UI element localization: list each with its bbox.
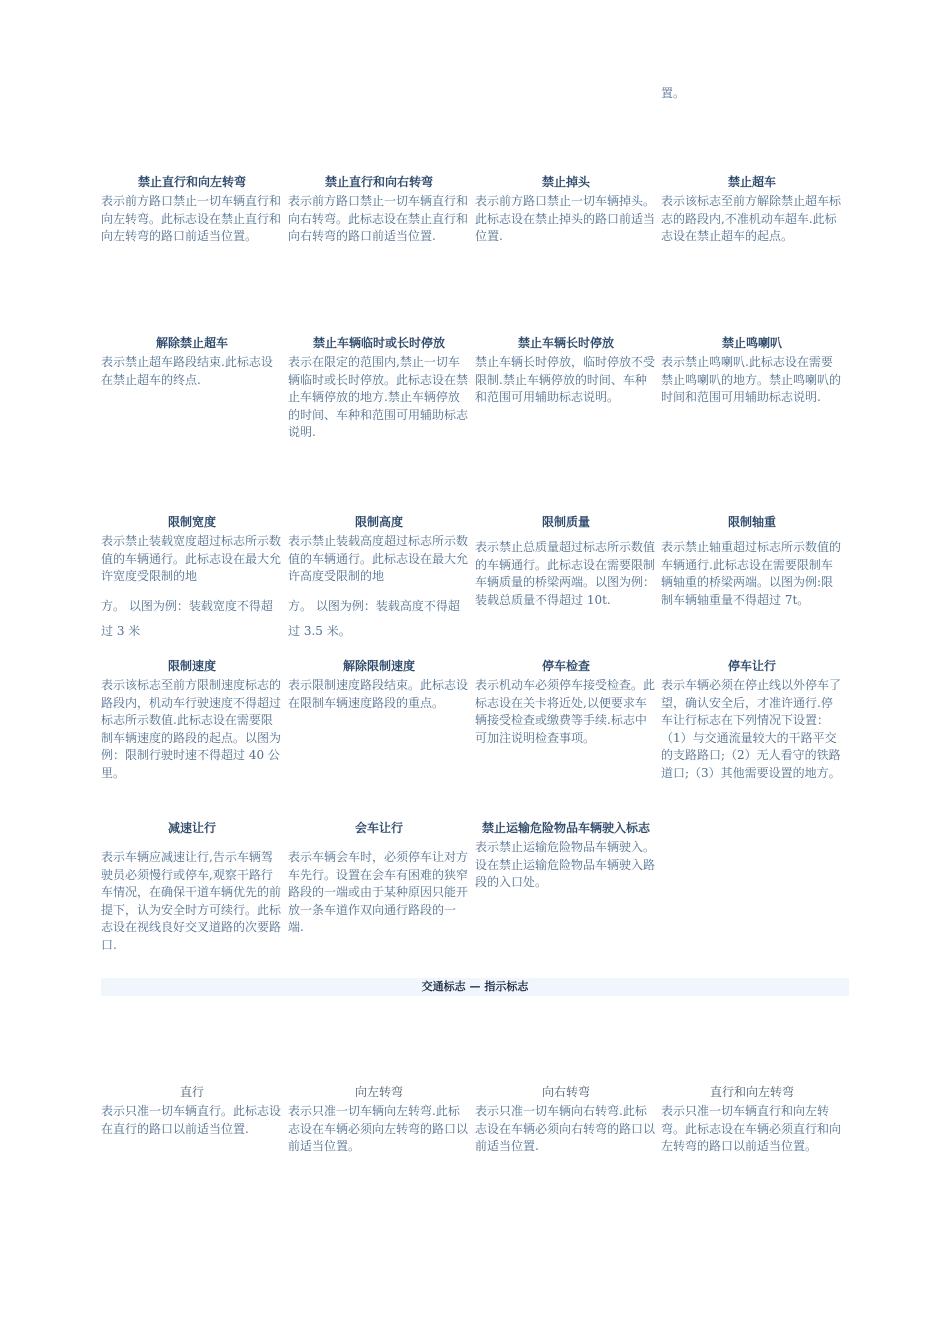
sign-title: 禁止超车 [727, 175, 776, 189]
sign-description: 表示在限定的范围内,禁止一切车辆临时或长时停放。此标志设在禁止车辆停放的地方.禁止车辆停放的时间、车种和范围可用辅助标志说明. [288, 355, 469, 439]
sign-entry [475, 1084, 657, 1156]
sign-entry [661, 658, 843, 782]
sign-description: 表示禁止鸣喇叭.此标志设在需要禁止鸣喇叭的地方。禁止鸣喇叭的时间和范围可用辅助标志说明. [661, 355, 842, 404]
sign-entry [475, 658, 657, 747]
sign-entry [288, 335, 470, 442]
sign-entry [288, 514, 470, 644]
sign-description: 表示禁止总质量超过标志所示数值的车辆通行。此标志设在需要限制车辆质量的桥梁两端。以图为例：装载总质量不得超过 10t. [475, 540, 656, 607]
sign-entry [101, 514, 283, 644]
continued-text-fragment: 置。 [661, 86, 686, 100]
sign-entry [288, 174, 470, 246]
sign-title: 限制速度 [167, 659, 216, 673]
sign-entry [101, 174, 283, 246]
sign-description: 表示车辆会车时，必须停车让对方车先行。设置在会车有困难的狭窄路段的一端或由于某种原因只能开放一条车道作双向通行路段的一端. [288, 850, 469, 934]
sign-description: 表示禁止装载高度超过标志所示数值的车辆通行。此标志设在最大允许高度受限制的地 [288, 534, 469, 583]
sign-description: 表示禁止运输危险物品车辆驶入。设在禁止运输危险物品车辆驶入路段的入口处。 [475, 840, 656, 889]
sign-description: 表示前方路口禁止一切车辆直行和向右转弯。此标志设在禁止直行和向右转弯的路口前适当位置. [288, 194, 469, 243]
sign-entry [101, 658, 283, 782]
sign-description: 表示前方路口禁止一切车辆直行和向左转弯。此标志设在禁止直行和向左转弯的路口前适当位置。 [101, 194, 282, 243]
sign-entry [475, 335, 657, 407]
sign-entry [101, 820, 283, 954]
sign-entry [288, 1084, 470, 1156]
sign-title: 禁止直行和向左转弯 [137, 175, 246, 189]
sign-entry [661, 1084, 843, 1156]
sign-entry [101, 1084, 283, 1138]
sign-title: 停车让行 [727, 659, 776, 673]
sign-title: 解除限制速度 [342, 659, 415, 673]
sign-description: 表示禁止超车路段结束.此标志设在禁止超车的终点. [101, 355, 273, 387]
sign-description: 表示只准一切车辆直行和向左转弯。此标志设在车辆必须直行和向左转弯的路口以前适当位置。 [661, 1104, 842, 1153]
sign-title: 禁止运输危险物品车辆驶入标志 [481, 821, 650, 835]
sign-title: 禁止鸣喇叭 [721, 336, 782, 350]
sign-entry [475, 514, 657, 609]
sign-description: 表示车辆应减速让行,告示车辆驾驶员必须慢行或停车,观察干路行车情况，在确保干道车辆优先的前提下，认为安全时方可续行。此标志设在视线良好交叉道路的次要路口. [101, 850, 282, 952]
sign-title: 解除禁止超车 [155, 336, 228, 350]
sign-description: 表示限制速度路段结束。此标志设在限制车辆速度路段的重点。 [288, 678, 469, 710]
sign-title: 限制轴重 [727, 515, 776, 529]
sign-description: 表示机动车必须停车接受检查。此标志设在关卡将近处,以便要求车辆接受检查或缴费等手续.标志中可加注说明检查事项。 [475, 678, 656, 745]
sign-title: 向左转弯 [354, 1085, 403, 1099]
sign-entry [475, 820, 657, 892]
sign-title: 限制宽度 [167, 515, 216, 529]
sign-description: 表示只准一切车辆向右转弯.此标志设在车辆必须向右转弯的路口以前适当位置. [475, 1104, 656, 1153]
sign-description: 表示前方路口禁止一切车辆掉头。此标志设在禁止掉头的路口前适当位置. [475, 194, 656, 243]
sign-description: 表示只准一切车辆直行。此标志设在直行的路口以前适当位置. [101, 1104, 282, 1136]
sign-entry [661, 335, 843, 407]
sign-description-continued: 方。 以图为例：装载高度不得超过 3.5 米。 [288, 598, 460, 638]
sign-description: 禁止车辆长时停放，临时停放不受限制.禁止车辆停放的时间、车种和范围可用辅助标志说明。 [475, 355, 656, 404]
sign-description: 表示禁止轴重超过标志所示数值的车辆通行.此标志设在需要限制车辆轴重的桥梁两端。以图为例:限制车辆轴重量不得超过 7t。 [661, 540, 842, 607]
sign-title: 禁止掉头 [541, 175, 590, 189]
sign-description-continued: 方。 以图为例：装载宽度不得超过 3 米 [101, 598, 273, 638]
sign-entry [101, 335, 283, 389]
sign-description: 表示该标志至前方解除禁止超车标志的路段内,不准机动车超车.此标志设在禁止超车的起点。 [661, 194, 842, 243]
sign-description: 表示车辆必须在停止线以外停车了望，确认安全后，才准许通行.停车让行标志在下列情况下设置：（1）与交通流量较大的干路平交的支路路口;（2）无人看守的铁路道口;（3）其他需要设置的地方。 [661, 678, 842, 780]
sign-description: 表示该标志至前方限制速度标志的路段内，机动车行驶速度不得超过标志所示数值.此标志设在需要限制车辆速度的路段的起点。以图为例：限制行驶时速不得超过 40 公里。 [101, 678, 282, 780]
sign-title: 禁止直行和向右转弯 [324, 175, 433, 189]
sign-entry [288, 820, 470, 937]
sign-title: 禁止车辆长时停放 [517, 336, 614, 350]
sign-entry [661, 174, 843, 246]
sign-title: 直行和向左转弯 [709, 1085, 794, 1099]
sign-title: 停车检查 [541, 659, 590, 673]
sign-entry [475, 174, 657, 246]
sign-title: 向右转弯 [541, 1085, 590, 1099]
sign-description: 表示禁止装载宽度超过标志所示数值的车辆通行。此标志设在最大允许宽度受限制的地 [101, 534, 282, 583]
sign-entry [288, 658, 470, 712]
section-header: 交通标志 — 指示标志 [101, 978, 849, 996]
sign-title: 直行 [179, 1085, 204, 1099]
sign-title: 限制高度 [354, 515, 403, 529]
sign-title: 减速让行 [167, 821, 216, 835]
sign-title: 会车让行 [354, 821, 403, 835]
sign-description: 表示只准一切车辆向左转弯.此标志设在车辆必须向左转弯的路口以前适当位置。 [288, 1104, 469, 1153]
sign-title: 禁止车辆临时或长时停放 [312, 336, 445, 350]
sign-entry [661, 514, 843, 609]
sign-title: 限制质量 [541, 515, 590, 529]
